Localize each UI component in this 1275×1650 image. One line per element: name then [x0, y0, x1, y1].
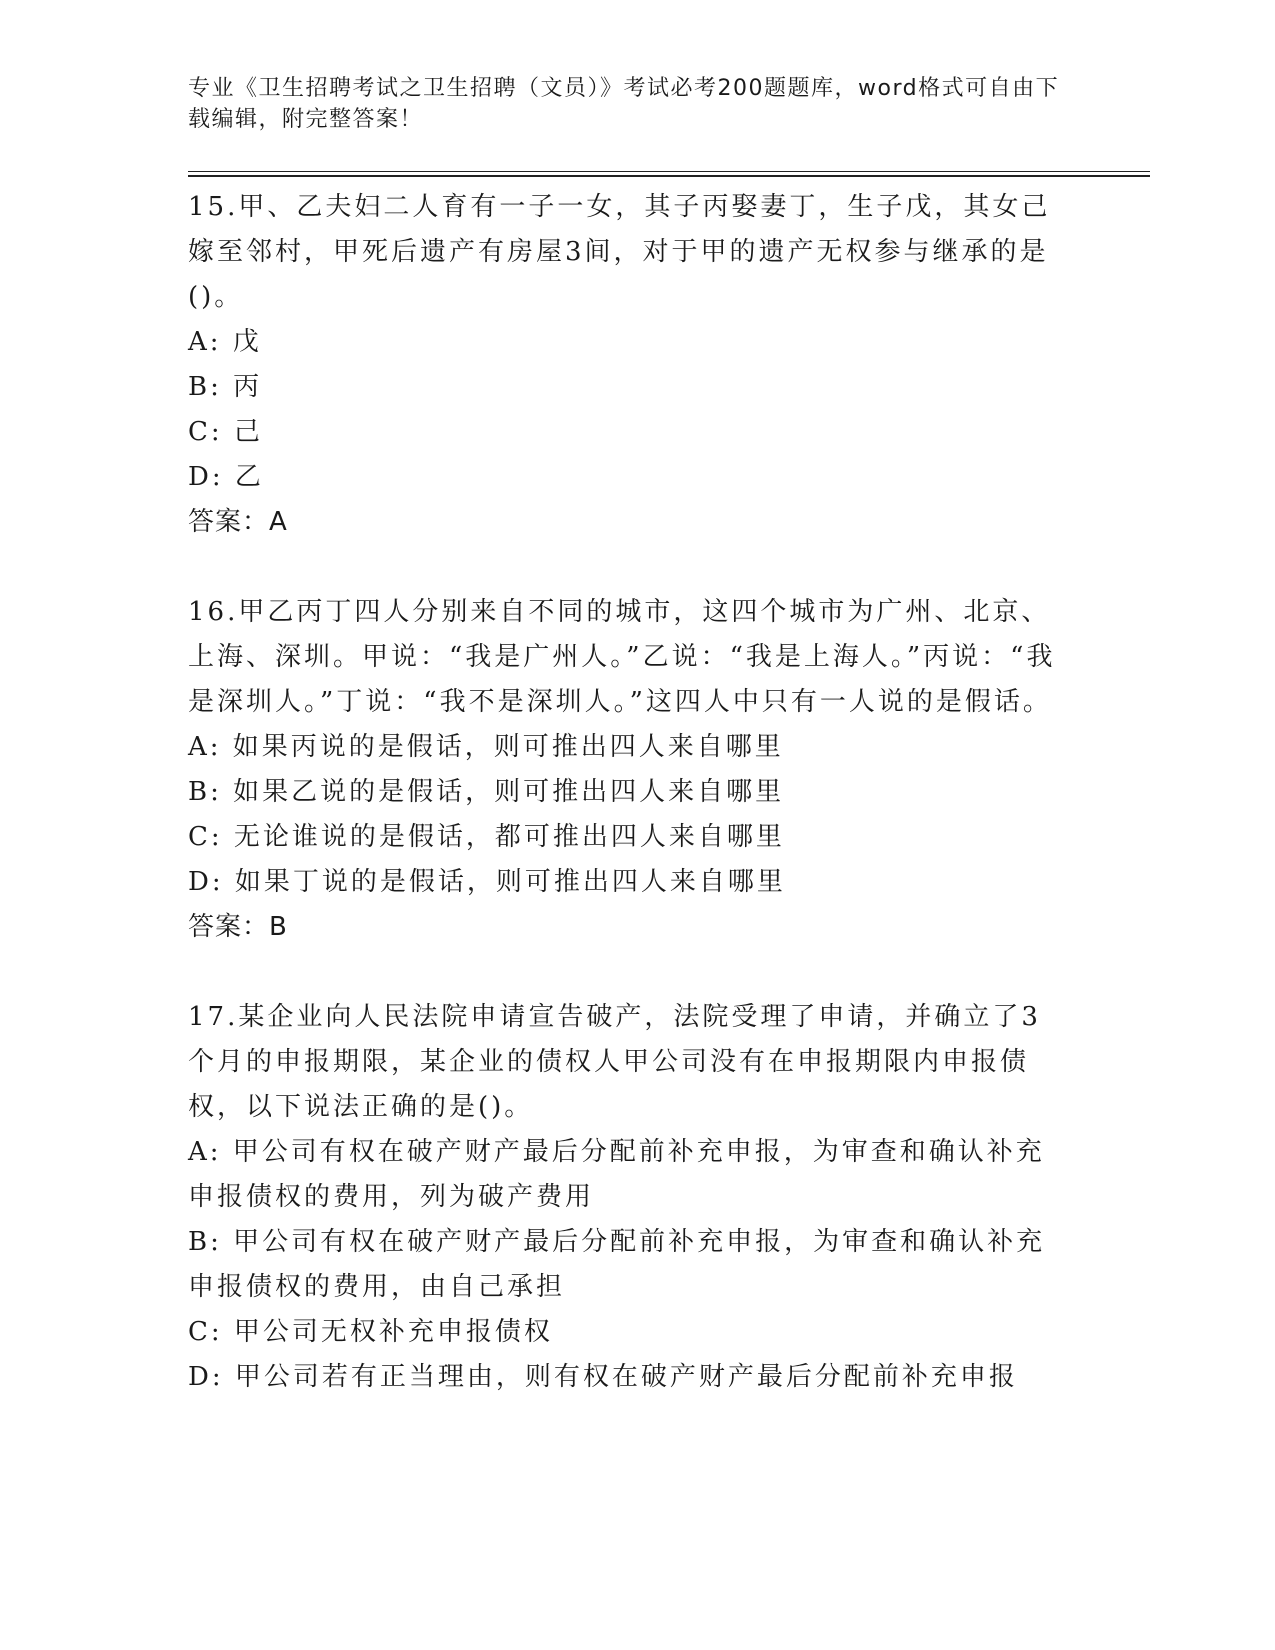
header-rule-thin — [188, 171, 1150, 172]
question-stem: 17.某企业向人民法院申请宣告破产，法院受理了申请，并确立了3个月的申报期限，某企业的债权人甲公司没有在申报期限内申报债权，以下说法正确的是()。 — [188, 1002, 1041, 1122]
answer-label: 答案：A — [188, 507, 288, 537]
document-page — [188, 0, 1148, 1400]
option-d: D: 甲公司若有正当理由，则有权在破产财产最后分配前补充申报 — [188, 1362, 1018, 1392]
document-header: 专业《卫生招聘考试之卫生招聘（文员）》考试必考200题题库，word格式可自由下载编辑，附完整答案！ — [188, 76, 1060, 132]
option-c: C: 甲公司无权补充申报债权 — [188, 1317, 553, 1347]
option-b: B: 甲公司有权在破产财产最后分配前补充申报，为审查和确认补充申报债权的费用，由自己承担 — [188, 1227, 1046, 1302]
option-c: C: 己 — [188, 417, 263, 447]
question-17 — [188, 995, 1148, 1400]
option-b: B: 如果乙说的是假话，则可推出四人来自哪里 — [188, 777, 785, 807]
option-a: A: 戊 — [188, 327, 262, 357]
answer-label: 答案：B — [188, 912, 288, 942]
option-b: B: 丙 — [188, 372, 263, 402]
question-15 — [188, 185, 1148, 545]
question-stem: 16.甲乙丙丁四人分别来自不同的城市，这四个城市为广州、北京、上海、深圳。甲说：“我是广州人。”乙说：“我是上海人。”丙说：“我是深圳人。”丁说：“我不是深圳人。”这四人中只有一人说的是假话。 — [188, 597, 1056, 717]
header-rule-thick — [188, 175, 1150, 177]
question-stem: 15.甲、乙夫妇二人育有一子一女，其子丙娶妻丁，生子戊，其女己嫁至邻村，甲死后遗产有房屋3间，对于甲的遗产无权参与继承的是()。 — [188, 192, 1051, 312]
option-c: C: 无论谁说的是假话，都可推出四人来自哪里 — [188, 822, 785, 852]
option-a: A: 甲公司有权在破产财产最后分配前补充申报，为审查和确认补充申报债权的费用，列为破产费用 — [188, 1137, 1045, 1212]
option-a: A: 如果丙说的是假话，则可推出四人来自哪里 — [188, 732, 784, 762]
option-d: D: 如果丁说的是假话，则可推出四人来自哪里 — [188, 867, 786, 897]
option-d: D: 乙 — [188, 462, 264, 492]
question-spacer — [188, 950, 1148, 995]
question-spacer — [188, 545, 1148, 590]
question-16 — [188, 590, 1148, 950]
